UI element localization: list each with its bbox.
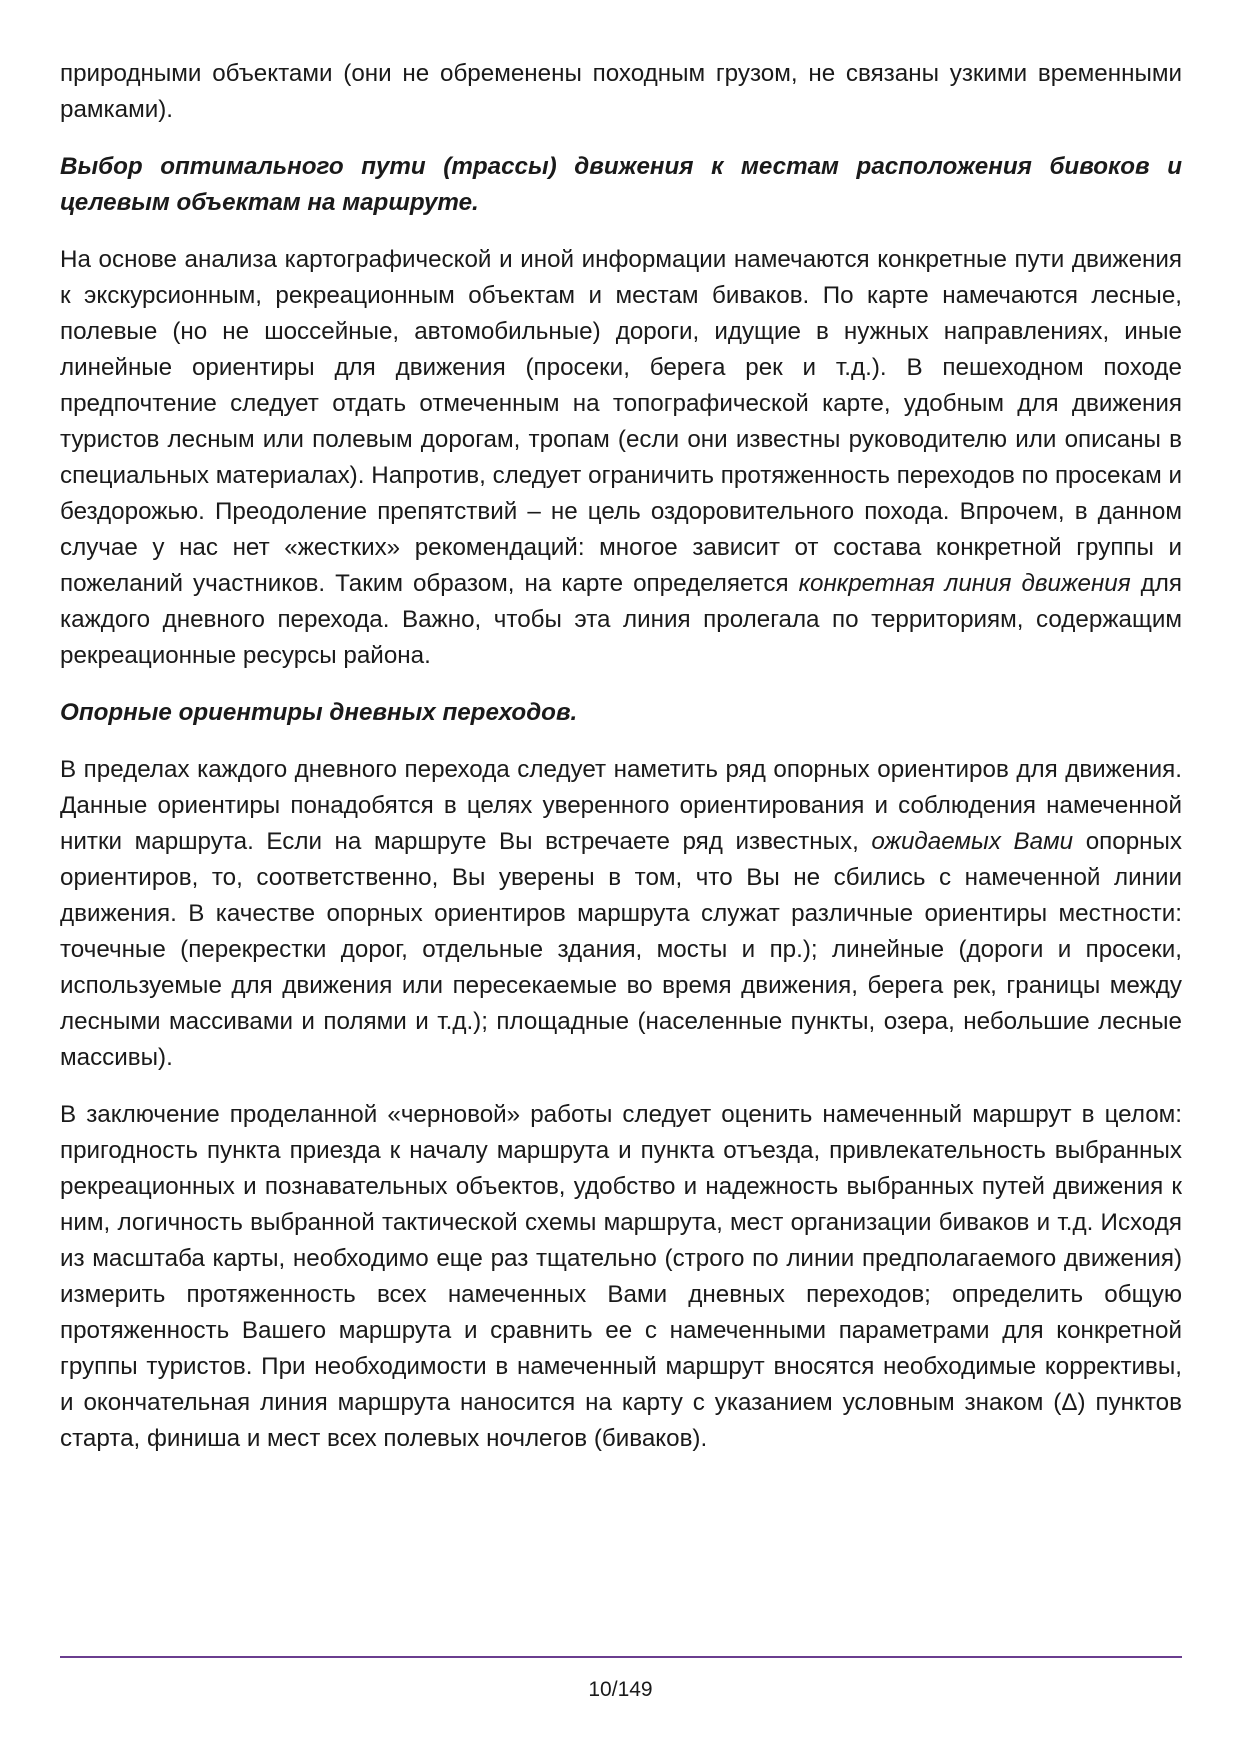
paragraph-landmarks-emphasis: ожидаемых Вами [871,828,1074,855]
document-body [60,56,1182,1457]
footer-divider [60,1656,1182,1658]
paragraph-route-path-text-b: для каждого дневного перехода. Важно, чтобы эта линия пролегала по территориям, содержащим рекреационные ресурсы района. [60,570,1182,669]
page-number: 10/149 [588,1678,653,1701]
paragraph-conclusion: В заключение проделанной «черновой» работы следует оценить намеченный маршрут в целом: пригодность пункта приезда к началу маршрута и пункта отъезда, привлекательность выбранных рекреационных и познавательных объектов, удобство и надежность выбранных путей движения к ним, логичность выбранной тактической схемы маршрута, мест организации биваков и т.д. Исходя из масштаба карты, необходимо еще раз тщательно (строго по линии предполагаемого движения) измерить протяженность всех намеченных Вами дневных переходов; определить общую протяженность Вашего маршрута и сравнить ее с намеченными параметрами для конкретной группы туристов. При необходимости в намеченный маршрут вносятся необходимые коррективы, и окончательная линия маршрута наносится на карту с указанием условным знаком (Δ) пунктов старта, финиша и мест всех полевых ночлегов (биваков). [60,1101,1182,1452]
paragraph-route-path-text-a: На основе анализа картографической и иной информации намечаются конкретные пути движения к экскурсионным, рекреационным объектам и местам биваков. По карте намечаются лесные, полевые (но не шоссейные, автомобильные) дороги, идущие в нужных направлениях, иные линейные ориентиры для движения (просеки, берега рек и т.д.). В пешеходном походе предпочтение следует отдать отмеченным на топографической карте, удобным для движения туристов лесным или полевым дорогам, тропам (если они известны руководителю или описаны в специальных материалах). Напротив, следует ограничить протяженность переходов по просекам и бездорожью. Преодоление препятствий – не цель оздоровительного похода. Впрочем, в данном случае у нас нет «жестких» рекомендаций: многое зависит от состава конкретной группы и пожеланий участников. Таким образом, на карте определяется [60,246,1182,597]
paragraph-route-path-emphasis: конкретная линия движения [798,570,1131,597]
paragraph-landmarks-text-a: В пределах каждого дневного перехода следует наметить ряд опорных ориентиров для движения. Данные ориентиры понадобятся в целях уверенного ориентирования и соблюдения намеченной нитки маршрута. Если на маршруте Вы встречаете ряд известных, [60,756,1182,855]
paragraph-landmarks [60,752,1182,1076]
section-heading-landmarks: Опорные ориентиры дневных переходов. [60,699,578,726]
paragraph-route-path [60,242,1182,674]
paragraph-landmarks-text-b: опорных ориентиров, то, соответственно, Вы уверены в том, что Вы не сбились с намеченной линии движения. В качестве опорных ориентиров маршрута служат различные ориентиры местности: точечные (перекрестки дорог, отдельные здания, мосты и пр.); линейные (дороги и просеки, используемые для движения или пересекаемые во время движения, берега рек, границы между лесными массивами и полями и т.д.); площадные (населенные пункты, озера, небольшие лесные массивы). [60,828,1182,1071]
paragraph-intro-continuation: природными объектами (они не обременены походным грузом, не связаны узкими временными рамками). [60,60,1182,123]
section-heading-route-path: Выбор оптимального пути (трассы) движения к местам расположения бивоков и целевым объектам на маршруте. [60,153,1182,216]
